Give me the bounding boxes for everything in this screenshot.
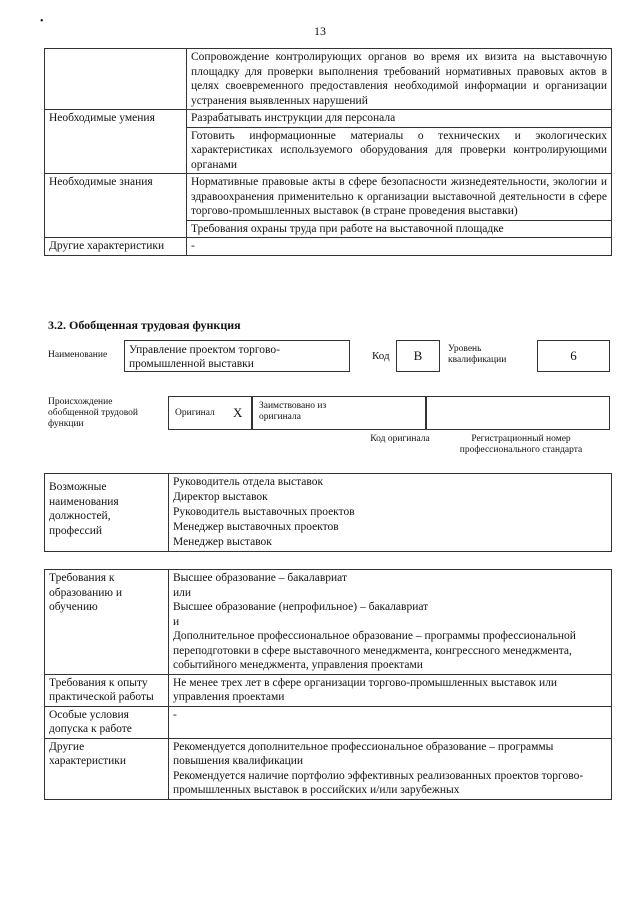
reg-caption: Регистрационный номер профессионального стандарта: [459, 434, 583, 455]
row-label: Требования к опыту практической работы: [45, 674, 169, 706]
row-label: Особые условия допуска к работе: [45, 706, 169, 738]
row-label: Другие характеристики: [45, 238, 187, 256]
table-row: [45, 738, 612, 799]
list-item: Высшее образование – бакалавриат: [173, 572, 347, 584]
list-item: Дополнительное профессиональное образование – программы профессиональной переподготовки в сфере выставочного менеджмента, конгрессного менеджмента, событийного менеджмента, управления проектами: [173, 630, 576, 671]
requirements-table: [44, 569, 612, 800]
section-title: 3.2. Обобщенная трудовая функция: [48, 318, 241, 332]
list-item: Рекомендуется наличие портфолио эффективных реализованных проектов торгово-промышленных выставок в российских и/или зарубежных: [173, 769, 584, 796]
row-label: Необходимые умения: [45, 110, 187, 174]
list-item: Директор выставок: [173, 491, 268, 503]
level-field: 6: [537, 340, 610, 372]
list-item: Менеджер выставок: [173, 536, 272, 548]
row-value: Разрабатывать инструкции для персонала: [187, 110, 612, 128]
row-label: Другие характеристики: [45, 738, 169, 799]
code-label: Код: [372, 350, 390, 362]
row-label: Требования к образованию и обучению: [45, 570, 169, 675]
list-item: Руководитель отдела выставок: [173, 476, 324, 488]
row-value: Нормативные правовые акты в сфере безопасности жизнедеятельности, экологии и здравоохранения применительно к организации выставочной деятельности в сфере торгово-промышленных выставок (в стране проведения выставки): [187, 174, 612, 221]
row-value: Требования охраны труда при работе на выставочной площадке: [187, 220, 612, 238]
list-item: или: [173, 586, 192, 599]
table-row: [45, 238, 612, 256]
competency-table: [44, 48, 612, 256]
top-mark: •: [40, 16, 44, 27]
code-caption: Код оригинала: [370, 434, 430, 444]
list-item: и: [173, 615, 180, 628]
original-label: Оригинал: [175, 408, 215, 418]
page-number: 13: [314, 24, 326, 38]
table-row: [45, 570, 612, 675]
code-field: B: [396, 340, 440, 372]
original-mark: X: [233, 405, 243, 420]
original-box: [168, 396, 252, 430]
level-label: Уровень квалификации: [448, 344, 507, 365]
list-item: Руководитель выставочных проектов: [173, 506, 355, 518]
row-value: Сопровождение контролирующих органов во время их визита на выставочную площадку для проверки выполнения требований нормативных правовых актов в целях своевременного предоставления необходимой информации и организации устранения выявленных нарушений: [187, 49, 612, 110]
list-item: Менеджер выставочных проектов: [173, 521, 339, 533]
positions-label: Возможные наименования должностей, профессий: [45, 474, 169, 552]
table-row: [45, 474, 612, 552]
table-row: [45, 706, 612, 738]
row-value: Не менее трех лет в сфере организации торгово-промышленных выставок или управления проектами: [169, 674, 612, 706]
row-value: -: [169, 706, 612, 738]
table-row: [45, 674, 612, 706]
origin-label: Происхождение обобщенной трудовой функции: [48, 397, 138, 429]
row-label: Необходимые знания: [45, 174, 187, 238]
name-label: Наименование: [48, 350, 108, 360]
row-label: [45, 49, 187, 110]
reg-box: [426, 396, 610, 430]
row-value: Готовить информационные материалы о технических и экологических характеристиках используемого оборудования для проверки контролирующими органами: [187, 127, 612, 174]
borrowed-box: [252, 396, 426, 430]
positions-list: [169, 474, 612, 552]
row-value: [169, 570, 612, 675]
table-row: [45, 110, 612, 128]
function-name-field: Управление проектом торгово-промышленной выставки: [124, 340, 350, 372]
positions-table: [44, 473, 612, 552]
table-row: [45, 49, 612, 110]
table-row: [45, 174, 612, 221]
row-value: [169, 738, 612, 799]
list-item: Высшее образование (непрофильное) – бакалавриат: [173, 601, 429, 613]
list-item: Рекомендуется дополнительное профессиональное образование – программы повышения квалификации: [173, 740, 554, 767]
row-value: -: [187, 238, 612, 256]
borrowed-label: Заимствовано из оригинала: [259, 401, 327, 422]
